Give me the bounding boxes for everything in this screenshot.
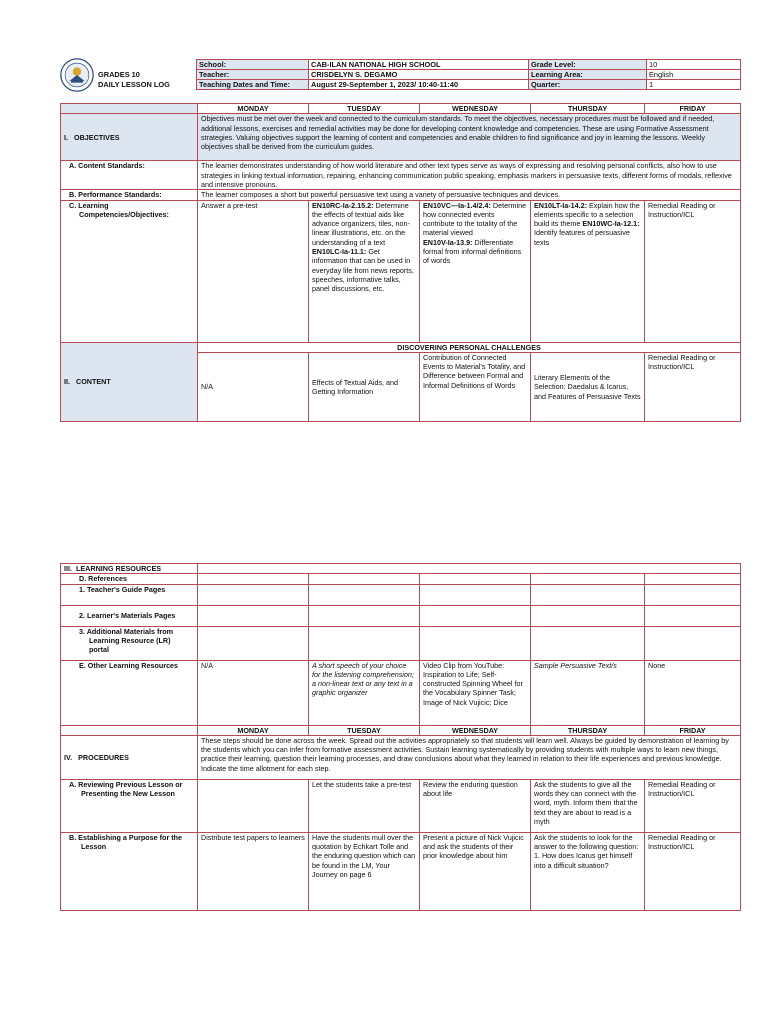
grades-label: GRADES 10 [98, 70, 140, 79]
competency-friday: Remedial Reading or Instruction/ICL [645, 200, 741, 342]
objectives-label-text: OBJECTIVES [74, 132, 120, 142]
objectives-numeral: I. [64, 132, 68, 142]
learning-resources-empty [198, 564, 741, 574]
competencies-label-line1: C. Learning [69, 200, 109, 210]
day-header-monday: MONDAY [198, 104, 309, 114]
competency-text: Identify features of persuasive texts [534, 228, 630, 247]
dates-label: Teaching Dates and Time: [197, 80, 309, 90]
competency-code: EN10V-Ia-13.9: [423, 237, 473, 247]
day-header-friday: FRIDAY [645, 104, 741, 114]
other-resources-wednesday: Video Clip from YouTube: Inspiration to Life; Self-constructed Spinning Wheel for the Vocabulary Spinner Task; Image of Nick Vujicic; Dice [420, 660, 531, 725]
purpose-tuesday: Have the students mull over the quotation by Echkart Tolle and the enduring question which can be found in the LM, Your Journey on page 6 [309, 832, 420, 910]
competency-thursday [531, 200, 645, 342]
references-label: D. References [61, 574, 198, 584]
empty-cell [198, 626, 309, 660]
day-header-wednesday: WEDNESDAY [420, 104, 531, 114]
competency-wednesday [420, 200, 531, 342]
content-label [61, 342, 198, 421]
day-header-tuesday: TUESDAY [309, 725, 420, 735]
competency-tuesday [309, 200, 420, 342]
purpose-wednesday: Present a picture of Nick Vujicic and ask the students of their prior knowledge about him [420, 832, 531, 910]
empty-cell [645, 626, 741, 660]
purpose-monday: Distribute test papers to learners [198, 832, 309, 910]
competency-text: Explain how the elements specific to a selection build its theme [534, 200, 640, 229]
lesson-log-title [98, 70, 170, 90]
empty-cell [198, 584, 309, 605]
empty-cell [531, 626, 645, 660]
lesson-plan-table-1 [60, 103, 741, 422]
day-header-tuesday: TUESDAY [309, 104, 420, 114]
competency-text: Differentiate formal from informal definitions of words [423, 237, 522, 266]
content-friday: Remedial Reading or Instruction/ICL [645, 352, 741, 421]
empty-cell [645, 574, 741, 584]
empty-cell [645, 584, 741, 605]
corner-cell [61, 725, 198, 735]
header-info-table [196, 59, 741, 90]
competency-code: EN10WC-Ia-12.1: [582, 219, 640, 229]
content-numeral: II. [64, 377, 70, 387]
empty-cell [420, 584, 531, 605]
learning-resources-label [61, 564, 198, 574]
reviewing-thursday: Ask the students to give all the words they can connect with the word, myth. Inform them that the text they are about to read is a myth [531, 779, 645, 832]
dates-value: August 29-September 1, 2023/ 10:40-11:40 [309, 80, 529, 90]
reviewing-wednesday: Review the enduring question about life [420, 779, 531, 832]
content-banner: DISCOVERING PERSONAL CHALLENGES [198, 342, 741, 352]
empty-cell [420, 574, 531, 584]
grade-level-label: Grade Level: [529, 60, 647, 70]
learning-area-label: Learning Area: [529, 70, 647, 80]
content-monday: N/A [198, 352, 309, 421]
competency-code: EN10LT-Ia-14.2: [534, 200, 587, 210]
content-tuesday: Effects of Textual Aids, and Getting Information [309, 352, 420, 421]
procedures-label [61, 735, 198, 779]
competency-text: Determine the effects of textual aids like advance organizers, tiles, non-linear illustrations, etc. on the understanding of a text [312, 200, 410, 247]
other-resources-tuesday [309, 660, 420, 725]
other-resources-label: E. Other Learning Resources [61, 660, 198, 725]
day-header-friday: FRIDAY [645, 725, 741, 735]
reviewing-lesson-line2: Presenting the New Lesson [81, 789, 175, 799]
performance-standards-label: B. Performance Standards: [61, 190, 198, 200]
daily-lesson-log-label: DAILY LESSON LOG [98, 80, 170, 89]
learning-resources-numeral: III. [64, 564, 72, 573]
competencies-label-line2: Competencies/Objectives: [79, 209, 169, 219]
additional-materials-label [61, 626, 198, 660]
empty-cell [531, 574, 645, 584]
learners-materials-label: 2. Learner's Materials Pages [61, 605, 198, 626]
empty-cell [198, 779, 309, 832]
objectives-text: Objectives must be met over the week and connected to the curriculum standards. To meet the objectives, necessary procedures must be followed and if needed, additional lessons, exercises and remedial activities may be done for developing content knowledge and competencies. These are using Formative Assessment strategies. Valuing objectives support the learning of content and competencies and enable children to find significance and joy in learning the lessons. Weekly objectives shall be derived from the curriculum guides. [198, 114, 741, 161]
grade-level-value: 10 [647, 60, 741, 70]
purpose-line2: Lesson [81, 842, 107, 852]
learning-resources-label-text: LEARNING RESOURCES [76, 564, 162, 573]
reviewing-tuesday: Let the students take a pre-test [309, 779, 420, 832]
content-standards-label: A. Content Standards: [61, 161, 198, 190]
purpose-thursday [531, 832, 645, 910]
quarter-value: 1 [647, 80, 741, 90]
day-header-wednesday: WEDNESDAY [420, 725, 531, 735]
procedures-label-text: PROCEDURES [78, 752, 129, 762]
competency-text: Determine how connected events contribute to the totality of the material viewed [423, 200, 527, 238]
deped-seal-logo [60, 58, 94, 92]
empty-cell [198, 574, 309, 584]
empty-cell [531, 584, 645, 605]
competency-monday: Answer a pre-test [198, 200, 309, 342]
empty-cell [420, 626, 531, 660]
lesson-plan-table-2 [60, 563, 741, 911]
empty-cell [531, 605, 645, 626]
competencies-label [61, 200, 198, 342]
teacher-value: CRISDELYN S. DEGAMO [309, 70, 529, 80]
other-resources-monday: N/A [198, 660, 309, 725]
other-resources-tuesday-text: A short speech of your choice for the listening comprehension; a non-linear text or any text in a graphic organizer [312, 660, 414, 698]
purpose-thursday-question: 1. How does Icarus get himself into a difficult situation? [534, 851, 633, 870]
teacher-label: Teacher: [197, 70, 309, 80]
competency-code: EN10LC-Ia-11.1: [312, 247, 367, 257]
performance-standards-text: The learner composes a short but powerful persuasive text using a variety of persuasive techniques and devices. [198, 190, 741, 200]
other-resources-thursday-text: Sample Persuasive Text/s [534, 660, 617, 670]
day-header-thursday: THURSDAY [531, 725, 645, 735]
objectives-label [61, 114, 198, 161]
content-wednesday: Contribution of Connected Events to Material's Totality, and Difference between Formal and Informal Definitions of Words [420, 352, 531, 421]
teachers-guide-label: 1. Teacher's Guide Pages [61, 584, 198, 605]
learning-area-value: English [647, 70, 741, 80]
empty-cell [198, 605, 309, 626]
corner-cell [61, 104, 198, 114]
day-header-thursday: THURSDAY [531, 104, 645, 114]
competency-text: Get information that can be used in everyday life from news reports, speeches, informative talks, panel discussions, etc. [312, 247, 414, 294]
additional-materials-line1: 3. Additional Materials from [79, 626, 173, 636]
content-standards-text: The learner demonstrates understanding of how world literature and other text types serve as ways of expressing and resolving personal conflicts, also how to use strategies in linking textual information, repairing, enhancing communication public speaking, emphasis markers in persuasive texts, different forms of modals, reflexive and intensive pronouns. [198, 161, 741, 190]
empty-cell [309, 605, 420, 626]
competency-code: EN10VC—Ia-1.4/2.4: [423, 200, 491, 210]
procedures-text: These steps should be done across the week. Spread out the activities appropriately so that students will learn well. Always be guided by demonstration of learning by the students which you can infer from formative assessment activities. Sustain learning systematically by providing students with multiple ways to learn new things, practice their learning, question their learning processes, and draw conclusions about what they learned in relation to their life experiences and previous knowledge. Indicate the time allotment for each step. [198, 735, 741, 779]
additional-materials-line3: portal [89, 645, 109, 655]
competency-code: EN10RC-Ia-2.15.2: [312, 200, 374, 210]
reviewing-lesson-line1: A. Reviewing Previous Lesson or [69, 779, 183, 789]
purpose-thursday-text: Ask the students to look for the answer to the following question: [534, 832, 639, 852]
reviewing-lesson-label [61, 779, 198, 832]
purpose-label [61, 832, 198, 910]
empty-cell [309, 574, 420, 584]
other-resources-friday: None [645, 660, 741, 725]
additional-materials-line2: Learning Resource (LR) [89, 635, 171, 645]
school-label: School: [197, 60, 309, 70]
content-thursday: Literary Elements of the Selection: Daedalus & Icarus, and Features of Persuasive Texts [531, 352, 645, 421]
empty-cell [309, 584, 420, 605]
procedures-numeral: IV. [64, 752, 73, 762]
quarter-label: Quarter: [529, 80, 647, 90]
day-header-monday: MONDAY [198, 725, 309, 735]
school-value: CAB-ILAN NATIONAL HIGH SCHOOL [309, 60, 529, 70]
empty-cell [309, 626, 420, 660]
empty-cell [645, 605, 741, 626]
purpose-friday: Remedial Reading or Instruction/ICL [645, 832, 741, 910]
content-label-text: CONTENT [76, 377, 111, 387]
reviewing-friday: Remedial Reading or Instruction/ICL [645, 779, 741, 832]
purpose-line1: B. Establishing a Purpose for the [69, 832, 183, 842]
other-resources-thursday [531, 660, 645, 725]
empty-cell [420, 605, 531, 626]
